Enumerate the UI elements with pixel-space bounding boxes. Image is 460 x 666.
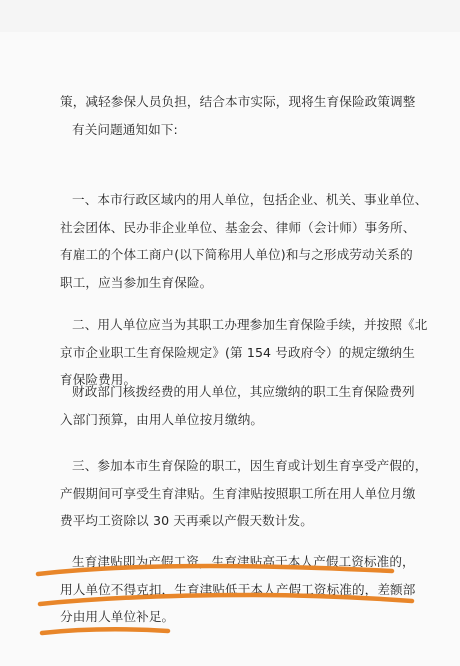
text-line: 分由用人单位补足。 <box>60 609 175 624</box>
text-line: 一、本市行政区域内的用人单位，包括企业、机关、事业单位、 <box>72 192 428 207</box>
text-line: 有雇工的个体工商户(以下简称用人单位)和与之形成劳动关系的 <box>60 247 413 262</box>
text-line: 职工，应当参加生育保险。 <box>60 274 213 290</box>
paragraph-intro <box>60 88 420 143</box>
top-band <box>0 0 460 32</box>
text-line: 育保险费用。 <box>60 372 137 387</box>
text-line: 京市企业职工生育保险规定》(第 154 号政府令）的规定缴纳生 <box>60 344 415 360</box>
paragraph-article-3-supplement <box>60 548 420 631</box>
paragraph-article-1 <box>60 186 428 296</box>
text-line: 财政部门核拨经费的用人单位，其应缴纳的职工生育保险费列 <box>72 384 415 399</box>
text-line: 产假期间可享受生育津贴。生育津贴按照职工所在用人单位月缴 <box>60 485 416 501</box>
text-line: 社会团体、民办非企业单位、基金会、律师（会计师）事务所、 <box>60 219 416 235</box>
text-line: 用人单位不得克扣，生育津贴低于本人产假工资标准的，差额部 <box>60 581 416 597</box>
text-line: 入部门预算，由用人单位按月缴纳。 <box>60 411 264 427</box>
text-line: 生育津贴即为产假工资，生育津贴高于本人产假工资标准的， <box>72 554 415 569</box>
text-line: 二、用人单位应当为其职工办理参加生育保险手续，并按照《北 <box>72 317 428 332</box>
text-line: 策，减轻参保人员负担，结合本市实际，现将生育保险政策调整 <box>60 94 416 109</box>
text-line: 三、参加本市生育保险的职工，因生育或计划生育享受产假的， <box>72 458 428 473</box>
text-line: 费平均工资除以 30 天再乘以产假天数计发。 <box>60 513 313 528</box>
paragraph-article-2-supplement <box>60 378 420 433</box>
text-line: 有关问题通知如下: <box>72 121 178 137</box>
paragraph-article-3 <box>60 452 428 535</box>
